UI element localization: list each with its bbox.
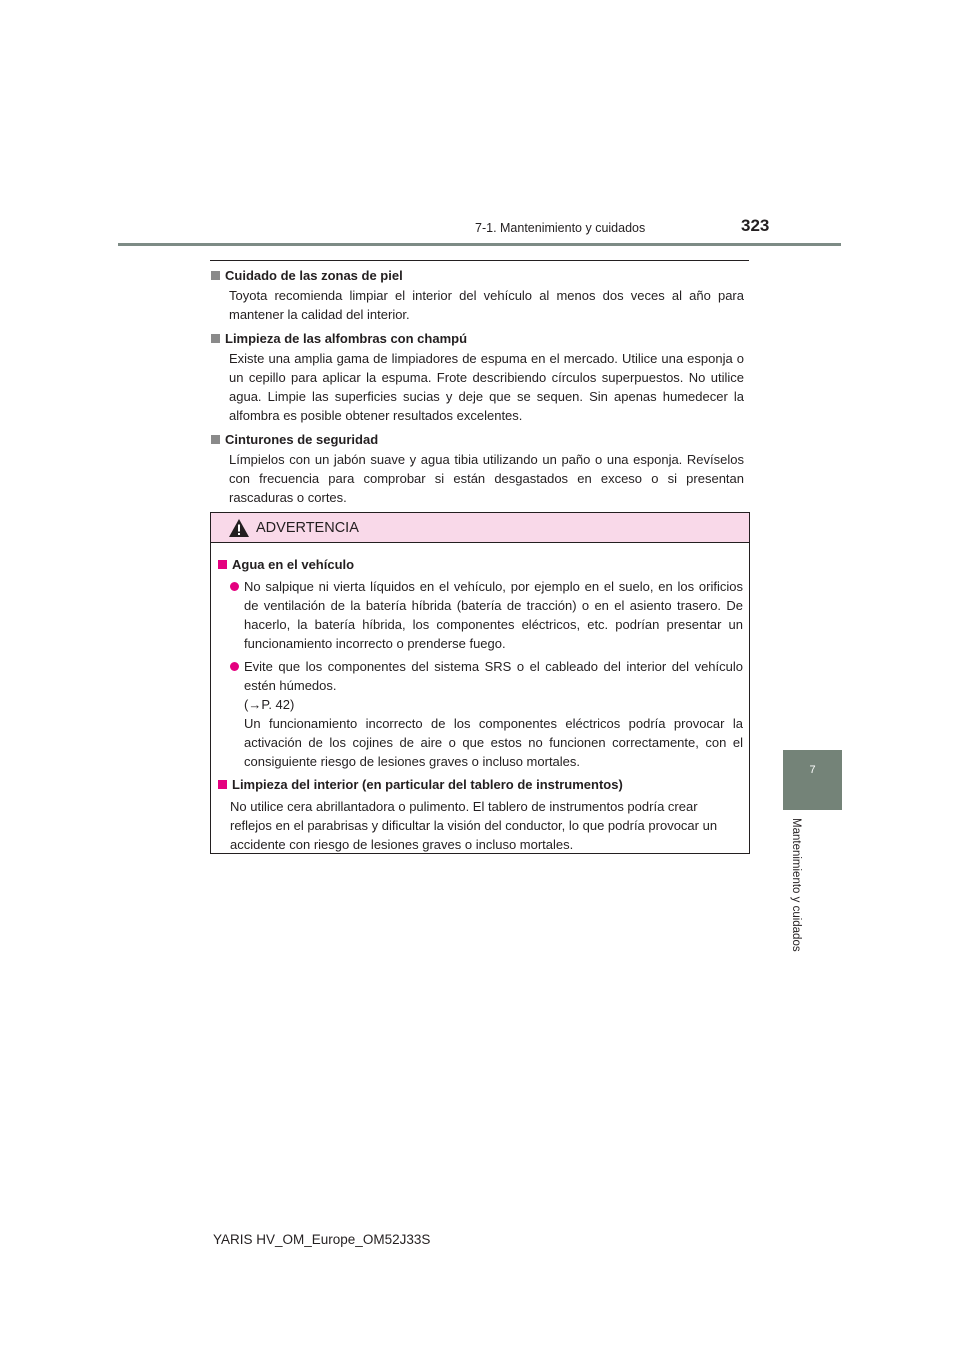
square-bullet-icon [211,271,220,280]
section-heading-text: Limpieza de las alfombras con champú [225,331,468,346]
warning-triangle-icon [228,518,250,538]
page-reference-link[interactable]: (→P. 42) [244,697,295,712]
warning-bullet [230,657,743,771]
section-heading [210,430,750,449]
section-paragraph: Existe una amplia gama de limpiadores de espuma en el mercado. Utilice una esponja o un cepillo para aplicar la espuma. Frote describiendo círculos superpuestos. No utilice agua. Limpie las superficies sucias y deje que se sequen. Sin apenas humedecer la alfombra es posible obtener resultados excelentes. [229,351,744,423]
warning-subheading-text: Agua en el vehículo [232,557,355,572]
warning-bullet [230,577,743,653]
page-number: 323 [741,216,770,235]
round-bullet-icon [230,662,239,671]
chapter-tab-number: 7 [809,764,816,776]
warning-box [210,512,750,854]
content-top-divider [210,260,749,261]
chapter-tab-label: Mantenimiento y cuidados [790,818,802,952]
warning-body [211,543,749,854]
bullet-line: Evite que los componentes del sistema SRS o el cableado del interior del vehículo estén húmedos. [244,659,743,693]
section-heading-text: Cinturones de seguridad [225,432,379,447]
warning-subheading-text: Limpieza del interior (en particular del tablero de instrumentos) [232,777,623,792]
square-bullet-icon [218,780,227,789]
section-heading-text: Cuidado de las zonas de piel [225,268,403,283]
main-content [210,266,750,512]
section-paragraph: Límpielos con un jabón suave y agua tibia utilizando un paño o una esponja. Revíselos con frecuencia para comprobar si están desgastados en exceso o si presentan rascaduras o cortes. [229,452,744,505]
warning-subheading [217,555,743,574]
warning-header [211,513,749,543]
warning-paragraph: No utilice cera abrillantadora o pulimento. El tablero de instrumentos podría crear reflejos en el parabrisas y dificultar la visión del conductor, lo que podría provocar un accidente con riesgo de lesiones graves o incluso mortales. [230,799,718,852]
square-bullet-icon [218,560,227,569]
chapter-tab [783,750,842,810]
warning-label: ADVERTENCIA [256,519,359,536]
round-bullet-icon [230,582,239,591]
warning-bullet-text: No salpique ni vierta líquidos en el vehículo, por ejemplo en el suelo, en los orificios de ventilación de la batería híbrida (batería de tracción) o en el asiento trasero. De hacerlo, la batería híbrida, los componentes eléctricos, etc. podrían presentar un funcionamiento incorrecto o prenderse fuego. [244,579,743,651]
section-heading [210,266,750,285]
warning-subheading [217,775,743,794]
square-bullet-icon [211,435,220,444]
warning-bullet-text [244,657,743,771]
section-paragraph: Toyota recomienda limpiar el interior del vehículo al menos dos veces al año para mantener la calidad del interior. [229,288,744,322]
square-bullet-icon [211,334,220,343]
document-footer: YARIS HV_OM_Europe_OM52J33S [213,1232,431,1247]
header-divider [118,243,841,246]
header-section-title: 7-1. Mantenimiento y cuidados [475,221,646,235]
section-heading [210,329,750,348]
bullet-line: Un funcionamiento incorrecto de los componentes eléctricos podría provocar la activación de los cojines de aire o que estos no funcionen correctamente, con el consiguiente riesgo de lesiones graves o incluso mortales. [244,716,743,769]
